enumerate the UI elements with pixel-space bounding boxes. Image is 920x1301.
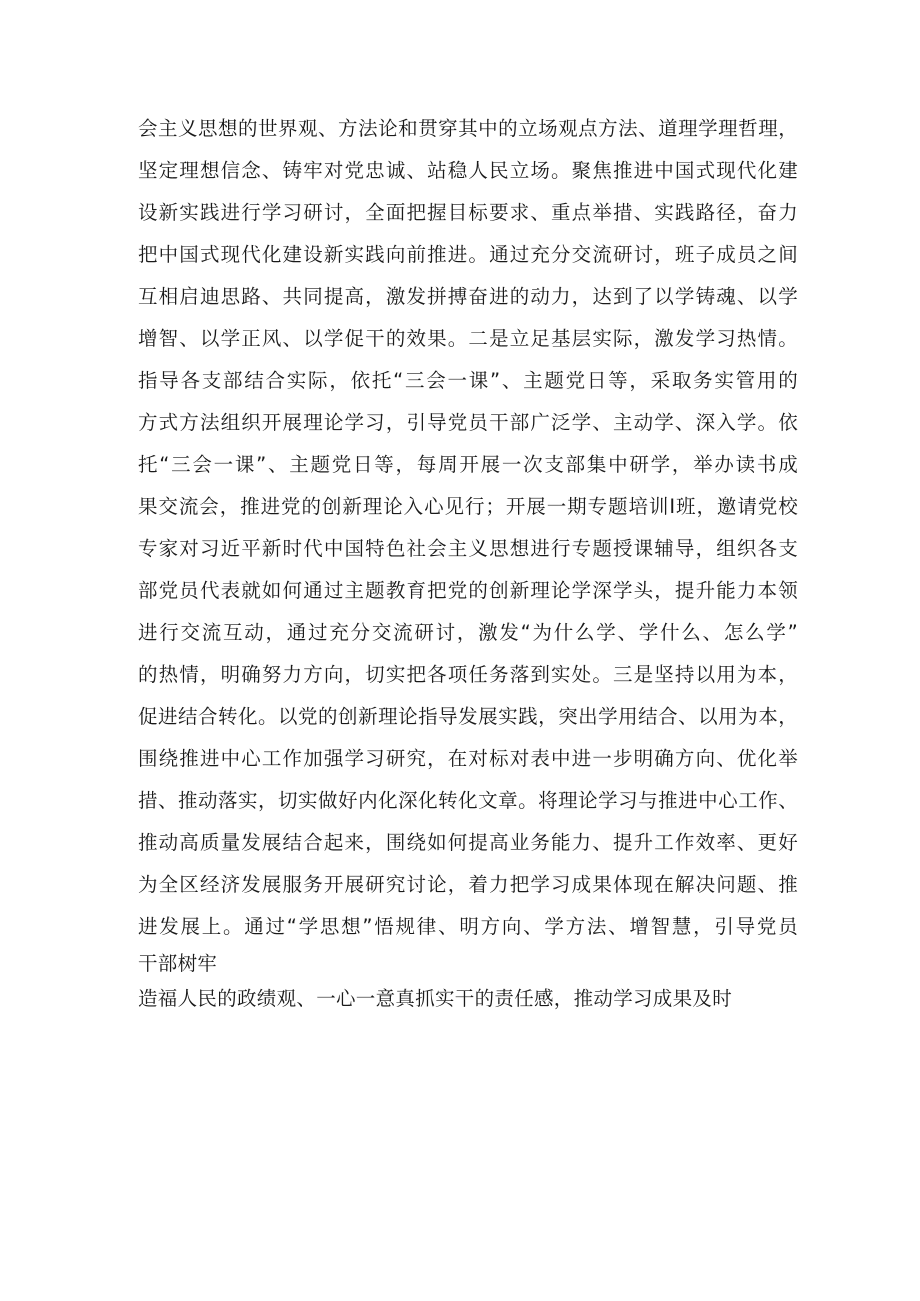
text-line-11: 专家对习近平新时代中国特色社会主义思想进行专题授课辅导，组织各支 xyxy=(138,537,798,560)
text-line-5: 互相启迪思路、共同提高，激发拼搏奋进的动力，达到了以学铸魂、以学 xyxy=(138,285,798,308)
text-line-6: 增智、以学正风、以学促干的效果。二是立足基层实际，激发学习热情。 xyxy=(138,327,798,350)
text-line-8: 方式方法组织开展理论学习，引导党员干部广泛学、主动学、深入学。依 xyxy=(138,411,798,434)
text-line-10: 果交流会，推进党的创新理论入心见行；开展一期专题培训Ⅰ班，邀请党校 xyxy=(138,495,798,518)
text-line-12: 部党员代表就如何通过主题教育把党的创新理论学深学头，提升能力本领 xyxy=(138,579,798,602)
text-line-19: 为全区经济发展服务开展研究讨论，着力把学习成果体现在解决问题、推 xyxy=(138,873,798,896)
text-line-15: 促进结合转化。以党的创新理论指导发展实践，突出学用结合、以用为本， xyxy=(138,705,798,728)
text-line-13: 进行交流互动，通过充分交流研讨，激发“为什么学、学什么、怎么学” xyxy=(138,621,798,644)
text-line-2: 坚定理想信念、铸牢对党忠诚、站稳人民立场。聚焦推进中国式现代化建 xyxy=(138,159,798,182)
text-line-16: 围绕推进中心工作加强学习研究，在对标对表中进一步明确方向、优化举 xyxy=(138,747,798,770)
text-line-9: 托“三会一课”、主题党日等，每周开展一次支部集中研学，举办读书成 xyxy=(138,453,798,476)
text-line-18: 推动高质量发展结合起来，围绕如何提高业务能力、提升工作效率、更好 xyxy=(138,831,798,854)
text-line-3: 设新实践进行学习研讨，全面把握目标要求、重点举措、实践路径，奋力 xyxy=(138,201,798,224)
text-line-22: 造福人民的政绩观、一心一意真抓实干的责任感，推动学习成果及时 xyxy=(138,987,733,1010)
text-line-1: 会主义思想的世界观、方法论和贯穿其中的立场观点方法、道理学理哲理， xyxy=(138,117,798,140)
text-line-21: 干部树牢 xyxy=(138,952,218,975)
text-line-17: 措、推动落实，切实做好内化深化转化文章。将理论学习与推进中心工作、 xyxy=(138,789,798,812)
text-line-7: 指导各支部结合实际，依托“三会一课”、主题党日等，采取务实管用的 xyxy=(138,369,798,392)
body-text xyxy=(138,108,798,1018)
text-line-4: 把中国式现代化建设新实践向前推进。通过充分交流研讨，班子成员之间 xyxy=(138,243,798,266)
text-line-20: 进发展上。通过“学思想”悟规律、明方向、学方法、增智慧，引导党员 xyxy=(138,915,798,938)
text-line-14: 的热情，明确努力方向，切实把各项任务落到实处。三是坚持以用为本， xyxy=(138,663,798,686)
